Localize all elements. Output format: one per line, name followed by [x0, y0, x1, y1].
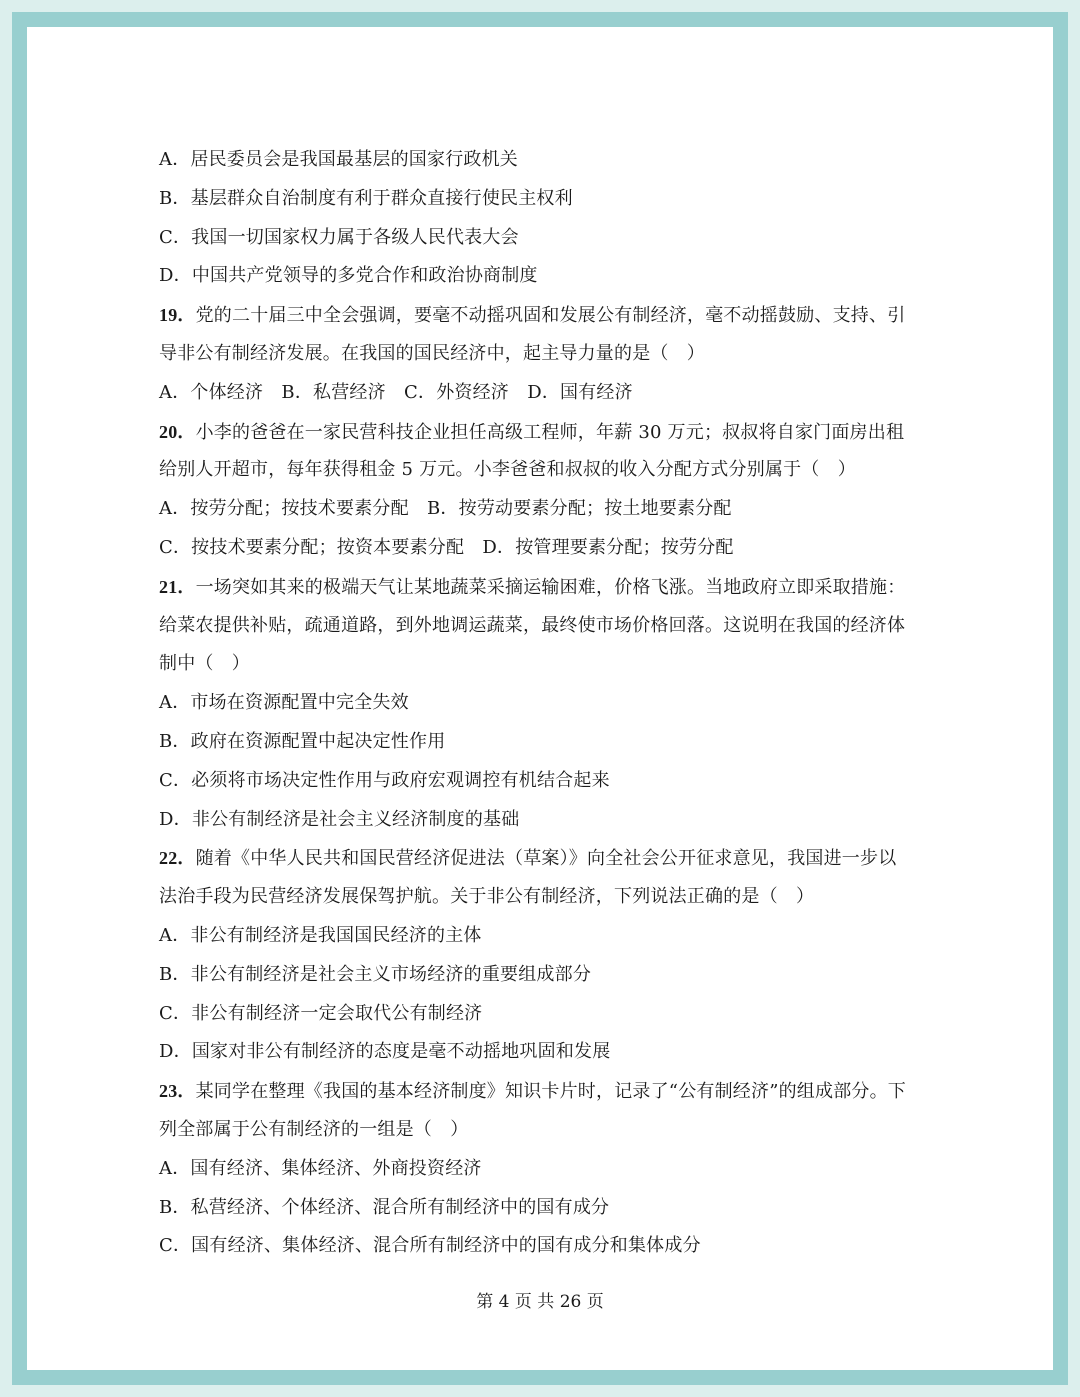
question-stem-line	[159, 413, 939, 452]
line-text: 随着《中华人民共和国民营经济促进法（草案）》向全社会公开征求意见，我国进一步以	[195, 848, 897, 870]
text-line	[159, 490, 939, 529]
line-text: A．非公有制经济是我国国民经济的主体	[159, 924, 482, 946]
text-line	[159, 607, 939, 646]
line-text: A．按劳分配；按技术要素分配 B．按劳动要素分配；按土地要素分配	[159, 498, 732, 520]
page-footer: 第 4 页 共 26 页	[476, 1292, 604, 1312]
line-text: 列全部属于公有制经济的一组是（ ）	[159, 1118, 469, 1140]
text-line	[159, 180, 939, 219]
line-text: 给别人开超市，每年获得租金 5 万元。小李爸爸和叔叔的收入分配方式分别属于（ ）	[159, 459, 856, 481]
question-stem-line	[159, 1072, 939, 1111]
text-line	[159, 684, 939, 723]
line-text: B．政府在资源配置中起决定性作用	[159, 730, 446, 752]
question-number: 22．	[159, 848, 196, 869]
text-line	[159, 1033, 939, 1072]
text-line	[159, 257, 939, 296]
text-line	[159, 995, 939, 1034]
text-line	[159, 1227, 939, 1266]
line-text: B．基层群众自治制度有利于群众直接行使民主权利	[159, 187, 573, 209]
line-text: D．中国共产党领导的多党合作和政治协商制度	[159, 265, 538, 287]
line-text: A．国有经济、集体经济、外商投资经济	[159, 1157, 482, 1179]
text-line	[159, 335, 939, 374]
text-line	[159, 1111, 939, 1150]
question-stem-line	[159, 568, 939, 607]
line-text: B．非公有制经济是社会主义市场经济的重要组成部分	[159, 963, 592, 985]
line-text: D．非公有制经济是社会主义经济制度的基础	[159, 808, 520, 830]
question-number: 19．	[159, 305, 196, 326]
line-text: 小李的爸爸在一家民营科技企业担任高级工程师，年薪 30 万元；叔叔将自家门面房出租	[195, 421, 905, 443]
question-stem-line	[159, 839, 939, 878]
text-line	[159, 917, 939, 956]
question-number: 20．	[159, 421, 196, 442]
line-text: 党的二十届三中全会强调，要毫不动摇巩固和发展公有制经济，毫不动摇鼓励、支持、引	[195, 305, 906, 327]
question-number: 23．	[159, 1081, 196, 1102]
text-line	[159, 141, 939, 180]
line-text: C．按技术要素分配；按资本要素分配 D．按管理要素分配；按劳分配	[159, 536, 734, 558]
question-content	[159, 141, 939, 1266]
line-text: A．居民委员会是我国最基层的国家行政机关	[159, 149, 518, 170]
line-text: 给菜农提供补贴，疏通道路，到外地调运蔬菜，最终使市场价格回落。这说明在我国的经济体	[159, 614, 906, 636]
text-line	[159, 878, 939, 917]
question-stem-line	[159, 296, 939, 335]
line-text: C．非公有制经济一定会取代公有制经济	[159, 1002, 483, 1024]
text-line	[159, 1189, 939, 1228]
line-text: C．必须将市场决定性作用与政府宏观调控有机结合起来	[159, 769, 610, 791]
line-text: D．国家对非公有制经济的态度是毫不动摇地巩固和发展	[159, 1041, 611, 1063]
text-line	[159, 451, 939, 490]
line-text: 某同学在整理《我国的基本经济制度》知识卡片时，记录了“公有制经济”的组成部分。下	[195, 1081, 907, 1103]
line-text: 制中（ ）	[159, 653, 250, 675]
line-text: 一场突如其来的极端天气让某地蔬菜采摘运输困难，价格飞涨。当地政府立即采取措施：	[195, 576, 906, 598]
text-line	[159, 374, 939, 413]
line-text: 法治手段为民营经济发展保驾护航。关于非公有制经济，下列说法正确的是（ ）	[159, 886, 815, 908]
text-line	[159, 219, 939, 258]
text-line	[159, 956, 939, 995]
text-line	[159, 723, 939, 762]
line-text: C．国有经济、集体经济、混合所有制经济中的国有成分和集体成分	[159, 1235, 701, 1257]
exam-page	[27, 27, 1053, 1370]
line-text: 导非公有制经济发展。在我国的国民经济中，起主导力量的是（ ）	[159, 342, 705, 364]
text-line	[159, 801, 939, 840]
text-line	[159, 762, 939, 801]
line-text: B．私营经济、个体经济、混合所有制经济中的国有成分	[159, 1196, 610, 1218]
text-line	[159, 1150, 939, 1189]
question-number: 21．	[159, 576, 196, 597]
text-line	[159, 645, 939, 684]
line-text: C．我国一切国家权力属于各级人民代表大会	[159, 226, 519, 248]
text-line	[159, 529, 939, 568]
line-text: A．个体经济 B．私营经济 C．外资经济 D．国有经济	[159, 381, 633, 403]
line-text: A．市场在资源配置中完全失效	[159, 692, 409, 714]
